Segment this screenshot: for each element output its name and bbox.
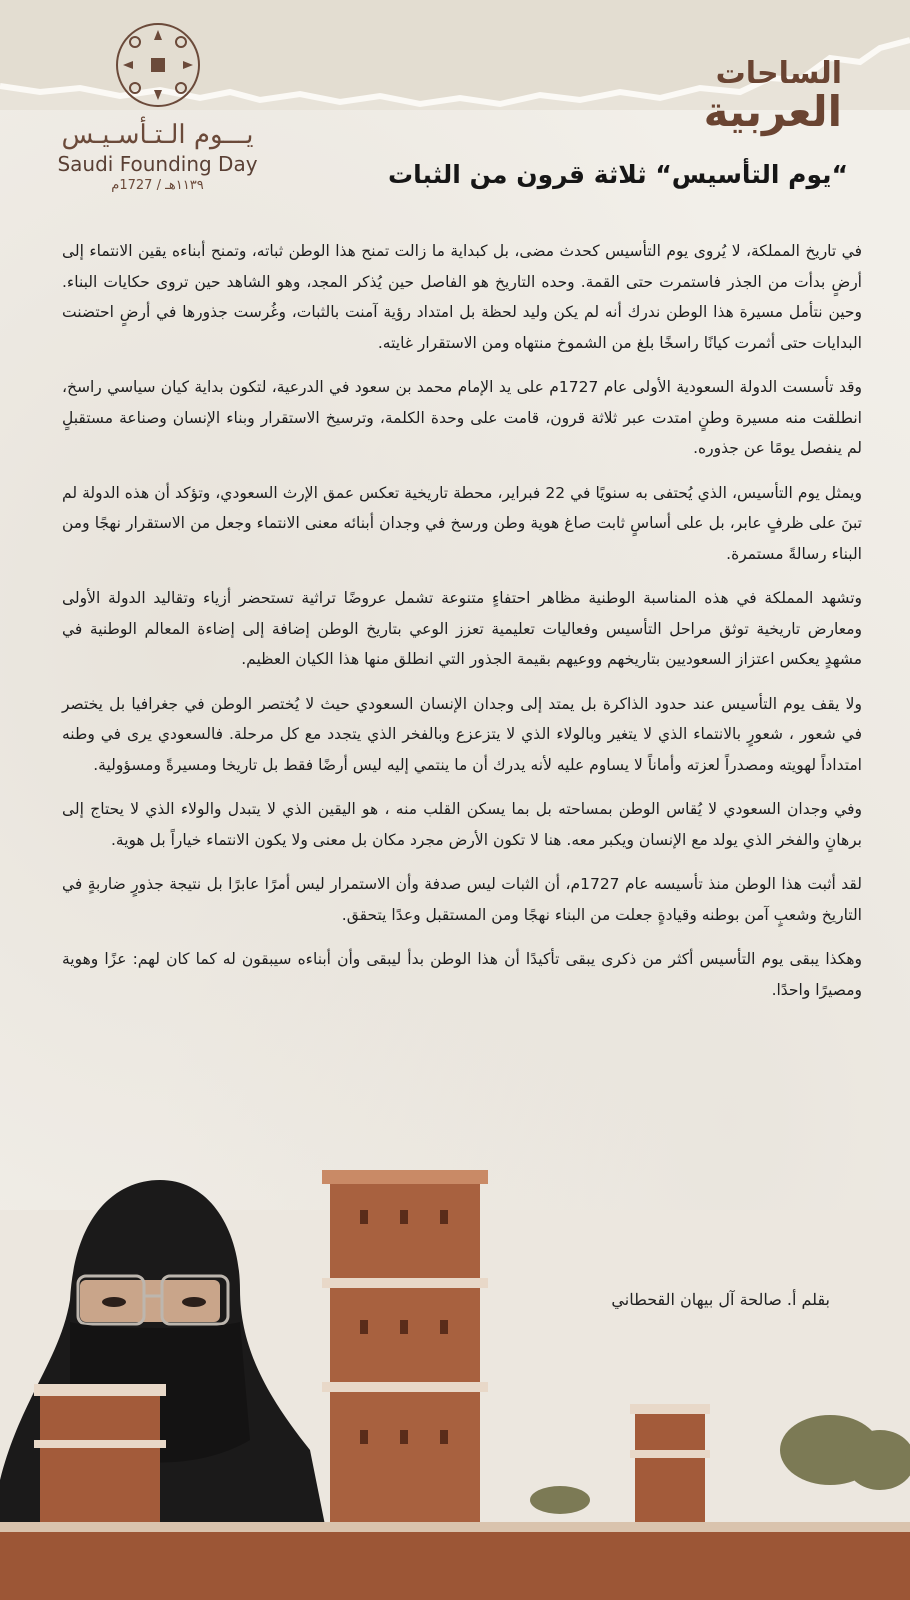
founding-day-title-en: Saudi Founding Day: [57, 152, 258, 176]
publisher-logo: [642, 58, 842, 134]
article-paragraph: لقد أثبت هذا الوطن منذ تأسيسه عام 1727م، أن الثبات ليس صدفة وأن الاستمرار ليس أمرًا عابرًا بل نتيجة جذورٍ ضاربةٍ في التاريخ وشعبٍ آمن بوطنه وقيادةٍ جعلت من البناء نهجًا ومن المستقبل وعدًا يتحقق.: [62, 875, 862, 924]
article-paragraph: ولا يقف يوم التأسيس عند حدود الذاكرة بل يمتد إلى وجدان الإنسان السعودي حيث لا يُختصر الوطن في جغرافيا بل يختصر في شعور ، شعورٍ بالانتماء الذي لا يتغير وبالولاء الذي لا يتزعزع وبالفخر الذي يتجدد مع كل مرحلة. فالسعودي يرى في وطنه امتداداً لهويته ومصدراً لعزته وأماناً لا يساوم عليه لأنه يدرك أن ما ينتمي إليه ليس أرضًا فقط بل تاريخا ومسيرةً ومسؤولية.: [62, 694, 862, 774]
founding-day-title-ar: يـــوم الـتـأسـيـس: [61, 120, 254, 150]
wall-trim: [0, 1522, 910, 1532]
article-paragraph: وقد تأسست الدولة السعودية الأولى عام 1727م على يد الإمام محمد بن سعود في الدرعية، لتكون بداية كيان سياسي راسخ، انطلقت منه مسيرة وطنٍ امتدت عبر ثلاثة قرون، قامت على وحدة الكلمة، وترسيخ الاستقرار وبناء الإنسان وصناعة مستقبلٍ لم ينفصل يومًا عن جذوره.: [62, 378, 862, 457]
publisher-name-line1: الساحات: [715, 56, 842, 91]
article-paragraph: وتشهد المملكة في هذه المناسبة الوطنية مظاهر احتفاءٍ متنوعة تشمل عروضًا تراثية تستحضر أزياء وتقاليد الدولة الأولى ومعارض تاريخية توثق مراحل التأسيس وفعاليات تعليمية تعزز الوعي بتاريخ الوطن إضافة إلى إضاءة المعالم الوطنية في مشهدٍ يعكس اعتزاز السعوديين بتاريخهم ووعيهم بقيمة الجذور التي انطلق منها هذا الكيان العظيم.: [62, 589, 862, 668]
article-body: [62, 236, 862, 1019]
publisher-name-line2: العربية: [703, 87, 842, 136]
mud-wall: [0, 1530, 910, 1600]
article-paragraph: وفي وجدان السعودي لا يُقاس الوطن بمساحته بل بما يسكن القلب منه ، هو اليقين الذي لا يتبدل والولاء الذي لا يحتاج إلى برهانٍ والفخر الذي يولد مع الإنسان ويكبر معه. هنا لا تكون الأرض مجرد مكان بل معنى ولا يكون الانتماء خياراً بل هوية.: [62, 800, 862, 849]
article-paragraph: في تاريخ المملكة، لا يُروى يوم التأسيس كحدث مضى، بل كبداية ما زالت تمنح هذا الوطن ثباته، وتمنح أبناءه يقين الانتماء إلى أرضٍ بدأت من الجذر فاستمرت حتى القمة. وحده التاريخ هو الفاصل حين يُذكر المجد، وهو الشاهد حين تروى حكايات البناء. وحين نتأمل مسيرة هذا الوطن ندرك أنه لم يكن وليد لحظة بل امتداد رؤية آمنت بالثبات، وغُرست جذورها في أرضٍ احتضنت البدايات حتى أثمرت كيانًا راسخًا بلغ من الشموخ منتهاه ومن الاستقرار غايته.: [62, 242, 862, 352]
founding-day-logo: [50, 20, 265, 200]
founding-day-emblem-icon: [113, 20, 203, 110]
mud-tower-main: [322, 1170, 488, 1536]
article-headline: “يوم التأسيس“ ثلاثة قرون من الثبات: [387, 160, 848, 189]
article-paragraph: ويمثل يوم التأسيس، الذي يُحتفى به سنويًا في 22 فبراير، محطة تاريخية تعكس عمق الإرث السعودي، وتؤكد أن هذه الدولة لم تبنَ على ظرفٍ عابر، بل على أساسٍ ثابت صاغ هوية وطن ورسخ في وجدان أبنائه معنى الانتماء وجعل من الاستقرار نهجًا ومن البناء رسالةً مستمرة.: [62, 483, 862, 563]
author-and-heritage-scene: [0, 1150, 910, 1600]
article-paragraph: وهكذا يبقى يوم التأسيس أكثر من ذكرى يبقى تأكيدًا أن هذا الوطن بدأ ليبقى وأن أبناءه سيبقون له كما كان لهم: عزًا وهوية ومصيرًا واحدًا.: [62, 950, 862, 999]
author-byline: بقلم أ. صالحة آل بيهان القحطاني: [611, 1290, 830, 1309]
founding-day-dates: ١١٣٩هـ / 1727م: [111, 178, 204, 193]
